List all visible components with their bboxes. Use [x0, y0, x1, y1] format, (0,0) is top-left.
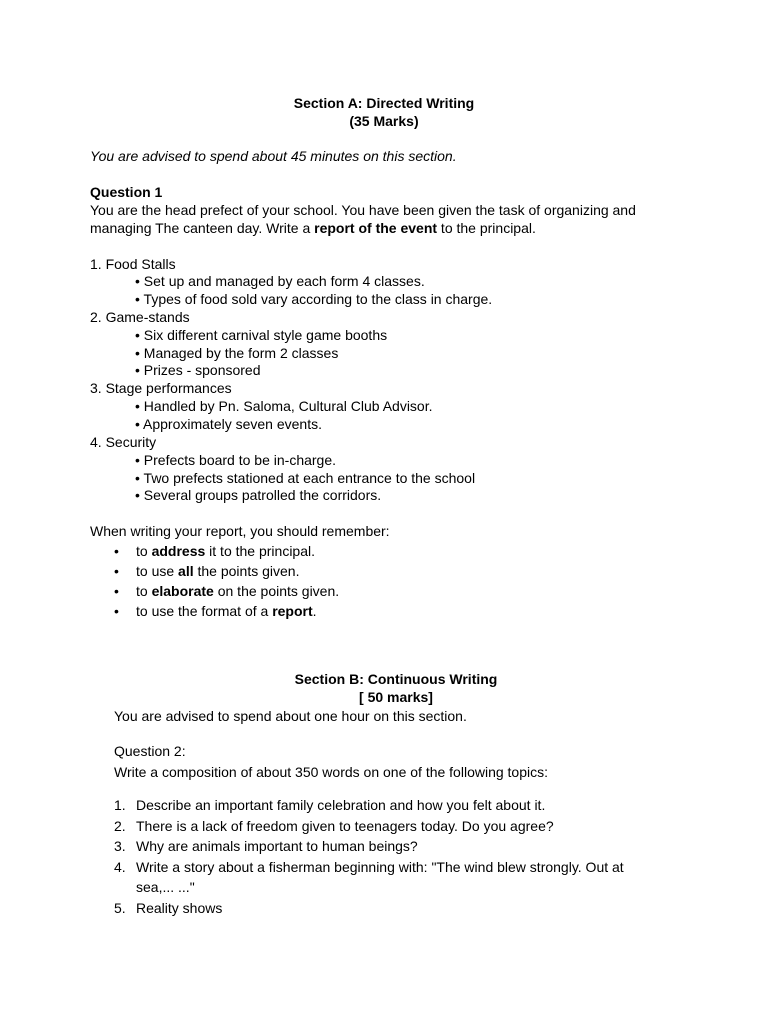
topic-text-continued: sea,... ..." — [136, 879, 195, 895]
remember-text: it to the principal. — [205, 543, 316, 559]
remember-item — [136, 542, 315, 560]
section-b-advice: You are advised to spend about one hour on this section. — [114, 708, 467, 724]
item-point: • Managed by the form 2 classes — [135, 345, 339, 361]
question-2-instruction: Write a composition of about 350 words on one of the following topics: — [114, 764, 548, 780]
section-a-advice: You are advised to spend about 45 minutes on this section. — [90, 148, 457, 164]
intro-text-end: to the principal. — [437, 220, 536, 236]
question-1-intro-line1: You are the head prefect of your school. You have been given the task of organizing and — [90, 202, 636, 218]
remember-intro: When writing your report, you should remember: — [90, 523, 390, 539]
bullet-dot: • — [114, 583, 119, 599]
topic-number: 4. — [114, 859, 126, 875]
bullet-dot: • — [114, 543, 119, 559]
item-point: • Two prefects stationed at each entrance to the school — [135, 470, 476, 486]
remember-text: to — [136, 543, 152, 559]
topic-number: 2. — [114, 818, 126, 834]
topic-number: 3. — [114, 838, 126, 854]
question-1-intro-line2 — [90, 219, 536, 237]
section-b-title: Section B: Continuous Writing — [294, 671, 498, 687]
topic-text: Write a story about a fisherman beginning with: "The wind blew strongly. Out at — [136, 859, 624, 875]
item-point: • Prizes - sponsored — [135, 362, 261, 378]
topic-text: Describe an important family celebration and how you felt about it. — [136, 797, 546, 813]
remember-text: on the points given. — [213, 583, 340, 599]
topic-number: 5. — [114, 900, 126, 916]
item-point: • Set up and managed by each form 4 classes. — [135, 273, 425, 289]
intro-text: managing The canteen day. Write a — [90, 220, 315, 236]
item-point: • Handled by Pn. Saloma, Cultural Club Advisor. — [135, 398, 433, 414]
topic-text: Why are animals important to human beings? — [136, 838, 418, 854]
remember-text: to use the format of a — [136, 603, 273, 619]
section-a-marks: (35 Marks) — [349, 113, 419, 129]
item-heading-security: 4. Security — [90, 434, 157, 450]
intro-bold: report of the event — [314, 220, 438, 236]
remember-item — [136, 562, 299, 580]
remember-item — [136, 602, 317, 620]
item-point: • Several groups patrolled the corridors. — [135, 487, 382, 503]
bullet-dot: • — [114, 563, 119, 579]
item-point: • Prefects board to be in-charge. — [135, 452, 337, 468]
item-point: • Six different carnival style game booths — [135, 327, 388, 343]
remember-text: the points given. — [193, 563, 300, 579]
item-point: • Approximately seven events. — [135, 416, 322, 432]
topic-number: 1. — [114, 797, 126, 813]
item-heading-stage-performances: 3. Stage performances — [90, 380, 232, 396]
item-point: • Types of food sold vary according to the class in charge. — [135, 291, 493, 307]
remember-bold: address — [151, 543, 206, 559]
item-heading-game-stands: 2. Game-stands — [90, 309, 190, 325]
question-1-label: Question 1 — [90, 184, 163, 200]
section-a-title: Section A: Directed Writing — [293, 95, 475, 111]
topic-text: Reality shows — [136, 900, 223, 916]
remember-text: to — [136, 583, 152, 599]
section-b-marks: [ 50 marks] — [359, 689, 433, 705]
remember-text: . — [312, 603, 317, 619]
remember-item — [136, 582, 339, 600]
bullet-dot: • — [114, 603, 119, 619]
remember-bold: elaborate — [151, 583, 214, 599]
remember-text: to use — [136, 563, 179, 579]
topic-text: There is a lack of freedom given to teenagers today. Do you agree? — [136, 818, 554, 834]
remember-bold: report — [272, 603, 313, 619]
item-heading-food-stalls: 1. Food Stalls — [90, 256, 176, 272]
question-2-label: Question 2: — [114, 743, 186, 759]
remember-bold: all — [178, 563, 194, 579]
